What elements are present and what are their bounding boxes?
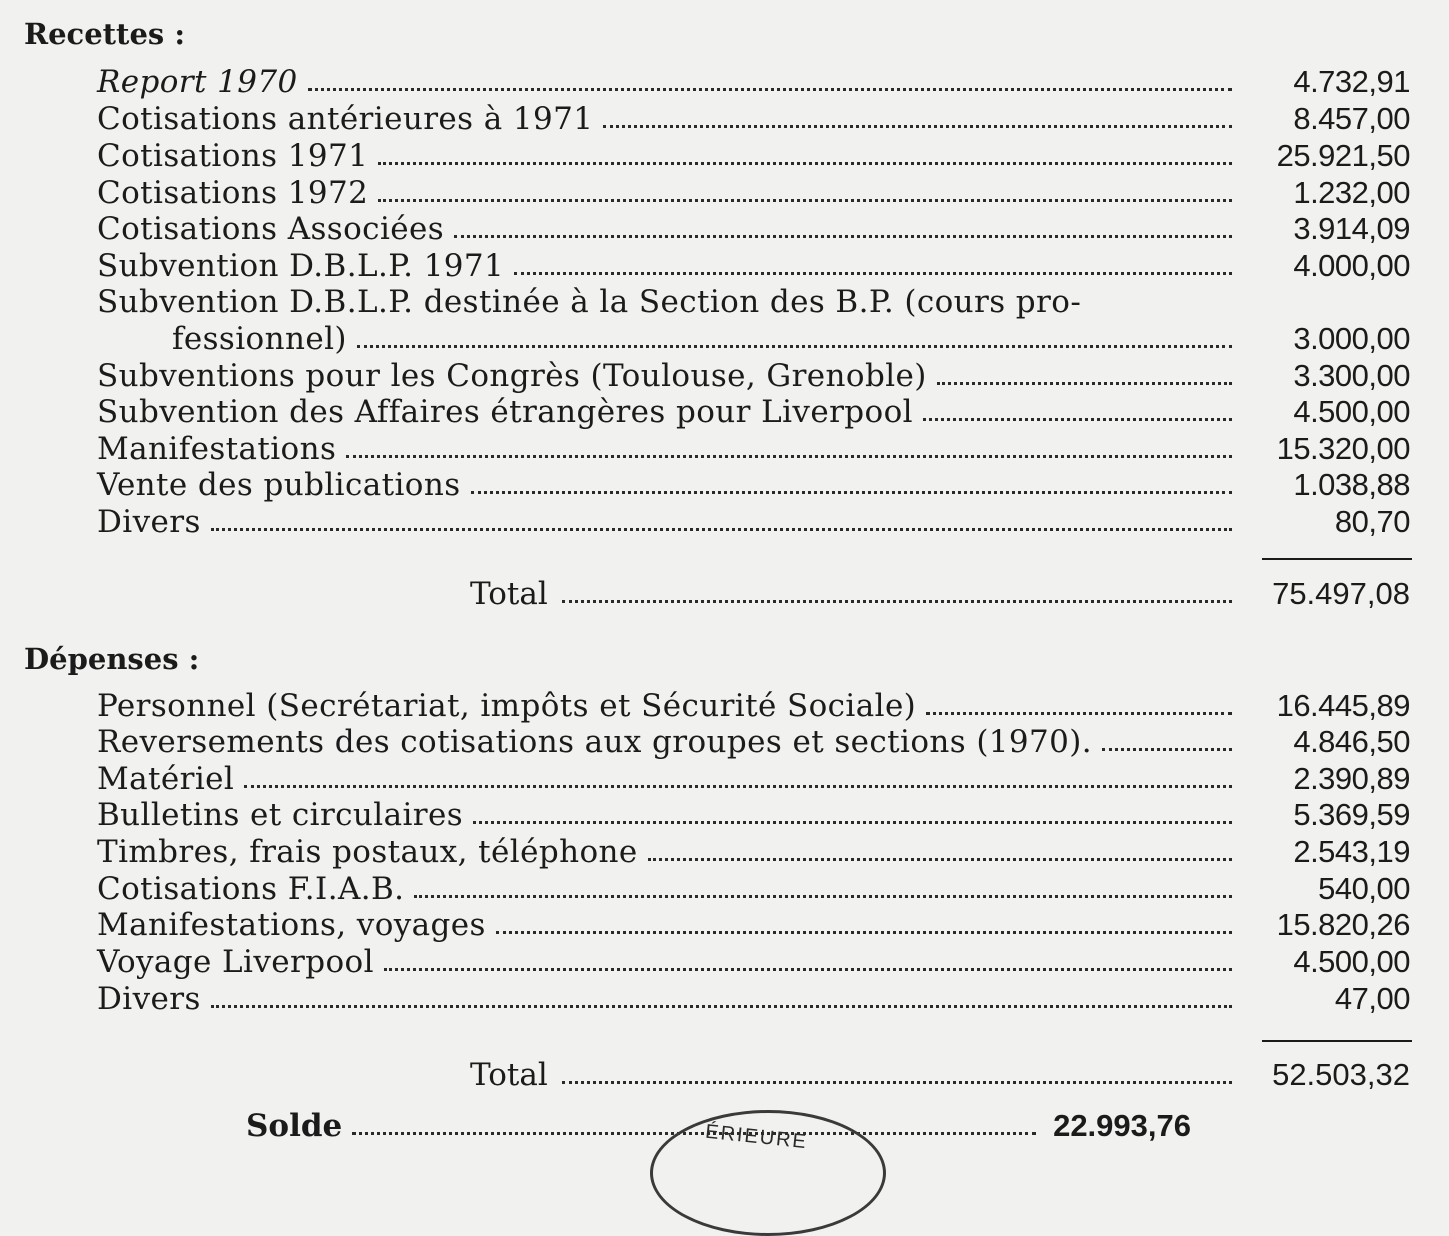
ledger-row — [97, 394, 1410, 430]
dot-leader — [357, 345, 1232, 348]
ledger-amount: 3.000,00 — [1293, 321, 1410, 356]
ledger-row — [97, 211, 1410, 247]
ledger-row — [97, 907, 1410, 943]
ledger-label: Subvention D.B.L.P. 1971 — [97, 248, 505, 284]
ledger-label: Subventions pour les Congrès (Toulouse, Grenoble) — [97, 358, 927, 394]
dot-leader — [562, 1081, 1232, 1084]
ledger-amount: 80,70 — [1334, 504, 1410, 539]
ledger-amount: 4.000,00 — [1293, 248, 1410, 283]
ledger-amount: 2.543,19 — [1293, 834, 1410, 869]
dot-leader — [308, 88, 1232, 91]
ledger-label: Cotisations Associées — [97, 211, 445, 247]
ledger-label: Subvention des Affaires étrangères pour Liverpool — [97, 394, 913, 430]
ledger-label: Cotisations antérieures à 1971 — [97, 101, 594, 137]
ledger-row — [97, 431, 1410, 467]
ledger-amount: 25.921,50 — [1276, 138, 1410, 173]
ledger-label: Voyage Liverpool — [97, 944, 374, 980]
ledger-amount: 5.369,59 — [1293, 797, 1410, 832]
ledger-label: Timbres, frais postaux, téléphone — [97, 834, 638, 870]
dot-leader — [378, 199, 1232, 202]
ledger-label: Matériel — [97, 761, 235, 797]
ledger-amount: 4.846,50 — [1293, 724, 1410, 759]
ledger-row — [97, 981, 1410, 1017]
total-amount: 75.497,08 — [1272, 576, 1410, 611]
ledger-amount: 4.500,00 — [1293, 394, 1410, 429]
ledger-row — [97, 797, 1410, 833]
ledger-row — [97, 64, 1410, 100]
dot-leader — [1102, 748, 1232, 751]
ledger-row — [97, 834, 1410, 870]
ledger-label: Divers — [97, 504, 201, 540]
ledger-row — [97, 467, 1410, 503]
ledger-row — [97, 724, 1410, 760]
dot-leader — [562, 600, 1232, 603]
ledger-amount: 8.457,00 — [1293, 101, 1410, 136]
ledger-row — [97, 175, 1410, 211]
solde-amount: 22.993,76 — [1053, 1108, 1191, 1143]
depenses-heading: Dépenses : — [24, 642, 200, 676]
dot-leader — [937, 382, 1232, 385]
ledger-amount: 2.390,89 — [1293, 761, 1410, 796]
ledger-label-continuation: fessionnel) — [172, 321, 347, 357]
dot-leader — [496, 931, 1232, 934]
ledger-amount: 4.500,00 — [1293, 944, 1410, 979]
depenses-total-row — [470, 1057, 1410, 1093]
dot-leader — [926, 712, 1232, 715]
ledger-label: Cotisations 1972 — [97, 175, 369, 211]
recettes-heading: Recettes : — [24, 17, 186, 51]
ledger-amount: 3.300,00 — [1293, 358, 1410, 393]
ledger-amount: 15.820,26 — [1276, 907, 1410, 942]
dot-leader — [514, 272, 1232, 275]
ledger-row — [97, 248, 1410, 284]
ledger-row — [97, 504, 1410, 540]
ledger-label: Personnel (Secrétariat, impôts et Sécurité Sociale) — [97, 688, 917, 724]
ledger-label: Divers — [97, 981, 201, 1017]
ledger-amount: 1.232,00 — [1293, 175, 1410, 210]
ledger-label: Cotisations F.I.A.B. — [97, 871, 405, 907]
dot-leader — [378, 162, 1232, 165]
total-amount: 52.503,32 — [1272, 1057, 1410, 1092]
ledger-row — [97, 358, 1410, 394]
ledger-label-line1: Subvention D.B.L.P. destinée à la Section des B.P. (cours pro- — [97, 284, 1082, 320]
dot-leader — [384, 968, 1232, 971]
total-label: Total — [470, 1057, 548, 1093]
ledger-amount: 16.445,89 — [1276, 688, 1410, 723]
solde-label: Solde — [246, 1108, 343, 1144]
ledger-row — [97, 761, 1410, 797]
ledger-amount: 540,00 — [1318, 871, 1410, 906]
stamp-text: ÉRIEURE — [704, 1120, 809, 1154]
dot-leader — [346, 455, 1232, 458]
total-label: Total — [470, 576, 548, 612]
dot-leader — [211, 528, 1232, 531]
ledger-amount: 47,00 — [1334, 981, 1410, 1016]
dot-leader — [414, 895, 1232, 898]
dot-leader — [648, 858, 1232, 861]
ledger-row — [97, 138, 1410, 174]
ledger-amount: 15.320,00 — [1276, 431, 1410, 466]
sum-rule — [1262, 1040, 1412, 1042]
dot-leader — [473, 821, 1232, 824]
ledger-row — [97, 101, 1410, 137]
ledger-row — [97, 944, 1410, 980]
dot-leader — [923, 418, 1232, 421]
ledger-amount: 4.732,91 — [1293, 64, 1410, 99]
sum-rule — [1262, 558, 1412, 560]
ledger-label: Cotisations 1971 — [97, 138, 369, 174]
dot-leader — [211, 1005, 1232, 1008]
ledger-row — [172, 321, 1410, 357]
ledger-row — [97, 688, 1410, 724]
dot-leader — [244, 785, 1232, 788]
dot-leader — [454, 235, 1232, 238]
ledger-label: Vente des publications — [97, 467, 461, 503]
ledger-amount: 3.914,09 — [1293, 211, 1410, 246]
ledger-amount: 1.038,88 — [1293, 467, 1410, 502]
dot-leader — [603, 125, 1232, 128]
ledger-label: Manifestations, voyages — [97, 907, 486, 943]
ledger-row — [97, 871, 1410, 907]
ledger-label: Reversements des cotisations aux groupes et sections (1970). — [97, 724, 1093, 760]
ledger-label: Manifestations — [97, 431, 337, 467]
ledger-label: Report 1970 — [97, 64, 298, 100]
recettes-total-row — [470, 576, 1410, 612]
ledger-label: Bulletins et circulaires — [97, 797, 464, 833]
dot-leader — [471, 491, 1233, 494]
